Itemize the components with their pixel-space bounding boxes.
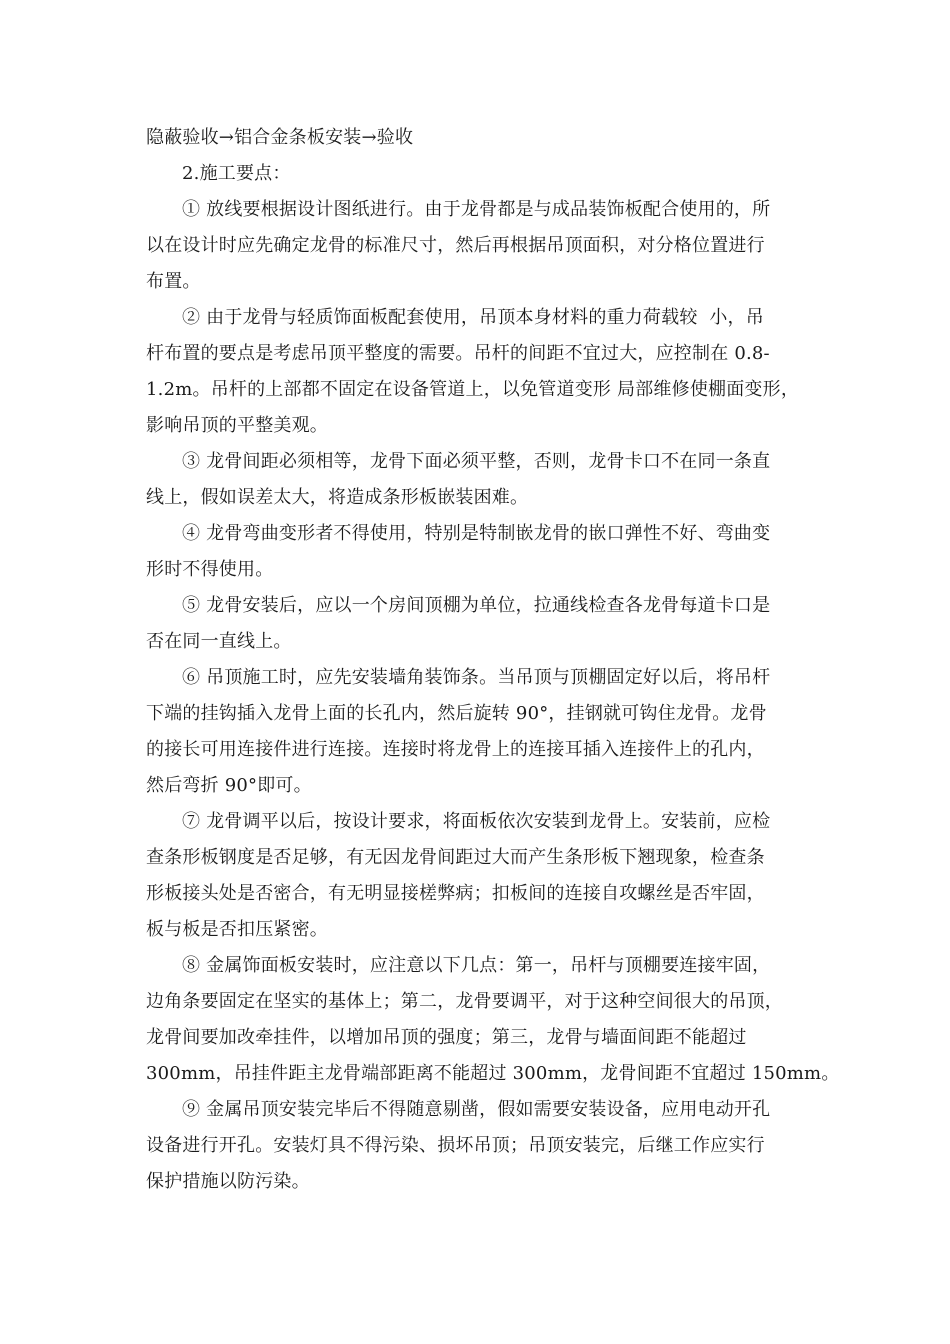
paragraph-8-line-1: ⑧ 金属饰面板安装时，应注意以下几点：第一，吊杆与顶棚要连接牢固， — [182, 955, 771, 976]
paragraph-7-line-4: 板与板是否扣压紧密。 — [146, 919, 328, 940]
paragraph-4-line-2: 形时不得使用。 — [146, 559, 274, 580]
paragraph-2-line-2: 杆布置的要点是考虑吊顶平整度的需要。吊杆的间距不宜过大，应控制在 0.8- — [146, 343, 770, 364]
paragraph-3-line-2: 线上，假如误差太大，将造成条形板嵌装困难。 — [146, 487, 529, 508]
paragraph-7-line-3: 形板接头处是否密合，有无明显接槎弊病；扣板间的连接自攻螺丝是否牢固， — [146, 883, 765, 904]
paragraph-8-line-4: 300mm，吊挂件距主龙骨端部距离不能超过 300mm，龙骨间距不宜超过 150mm。 — [146, 1063, 840, 1084]
paragraph-2-line-3: 1.2m。吊杆的上部都不固定在设备管道上，以免管道变形 局部维修使棚面变形， — [146, 379, 800, 400]
paragraph-4-line-1: ④ 龙骨弯曲变形者不得使用，特别是特制嵌龙骨的嵌口弹性不好、弯曲变 — [182, 523, 771, 544]
paragraph-3-line-1: ③ 龙骨间距必须相等，龙骨下面必须平整，否则，龙骨卡口不在同一条直 — [182, 451, 771, 472]
paragraph-5-line-2: 否在同一直线上。 — [146, 631, 292, 652]
paragraph-1-line-3: 布置。 — [146, 271, 201, 292]
paragraph-7-line-2: 查条形板钢度是否足够，有无因龙骨间距过大而产生条形板下翘现象，检查条 — [146, 847, 765, 868]
paragraph-6-line-2: 下端的挂钩插入龙骨上面的长孔内，然后旋转 90°，挂钢就可钩住龙骨。龙骨 — [146, 703, 767, 724]
paragraph-6-line-3: 的接长可用连接件进行连接。连接时将龙骨上的连接耳插入连接件上的孔内， — [146, 739, 765, 760]
paragraph-7-line-1: ⑦ 龙骨调平以后，按设计要求，将面板依次安装到龙骨上。安装前，应检 — [182, 811, 771, 832]
paragraph-8-line-2: 边角条要固定在坚实的基体上；第二，龙骨要调平，对于这种空间很大的吊顶， — [146, 991, 783, 1012]
paragraph-1-line-1: ① 放线要根据设计图纸进行。由于龙骨都是与成品装饰板配合使用的，所 — [182, 199, 771, 220]
paragraph-1-line-2: 以在设计时应先确定龙骨的标准尺寸，然后再根据吊顶面积，对分格位置进行 — [146, 235, 765, 256]
paragraph-8-line-3: 龙骨间要加改牵挂件，以增加吊顶的强度；第三，龙骨与墙面间距不能超过 — [146, 1027, 747, 1048]
paragraph-6-line-1: ⑥ 吊顶施工时，应先安装墙角装饰条。当吊顶与顶棚固定好以后，将吊杆 — [182, 667, 771, 688]
process-flow-line: 隐蔽验收→铝合金条板安装→验收 — [146, 127, 414, 148]
paragraph-2-line-1: ② 由于龙骨与轻质饰面板配套使用，吊顶本身材料的重力荷载较 小，吊 — [182, 307, 764, 328]
section-heading: 2.施工要点： — [182, 163, 291, 184]
paragraph-6-line-4: 然后弯折 90°即可。 — [146, 775, 312, 796]
paragraph-9-line-2: 设备进行开孔。安装灯具不得污染、损坏吊顶；吊顶安装完，后继工作应实行 — [146, 1135, 765, 1156]
paragraph-5-line-1: ⑤ 龙骨安装后，应以一个房间顶棚为单位，拉通线检查各龙骨每道卡口是 — [182, 595, 771, 616]
paragraph-2-line-4: 影响吊顶的平整美观。 — [146, 415, 328, 436]
paragraph-9-line-1: ⑨ 金属吊顶安装完毕后不得随意剔凿，假如需要安装设备，应用电动开孔 — [182, 1099, 771, 1120]
paragraph-9-line-3: 保护措施以防污染。 — [146, 1171, 310, 1192]
